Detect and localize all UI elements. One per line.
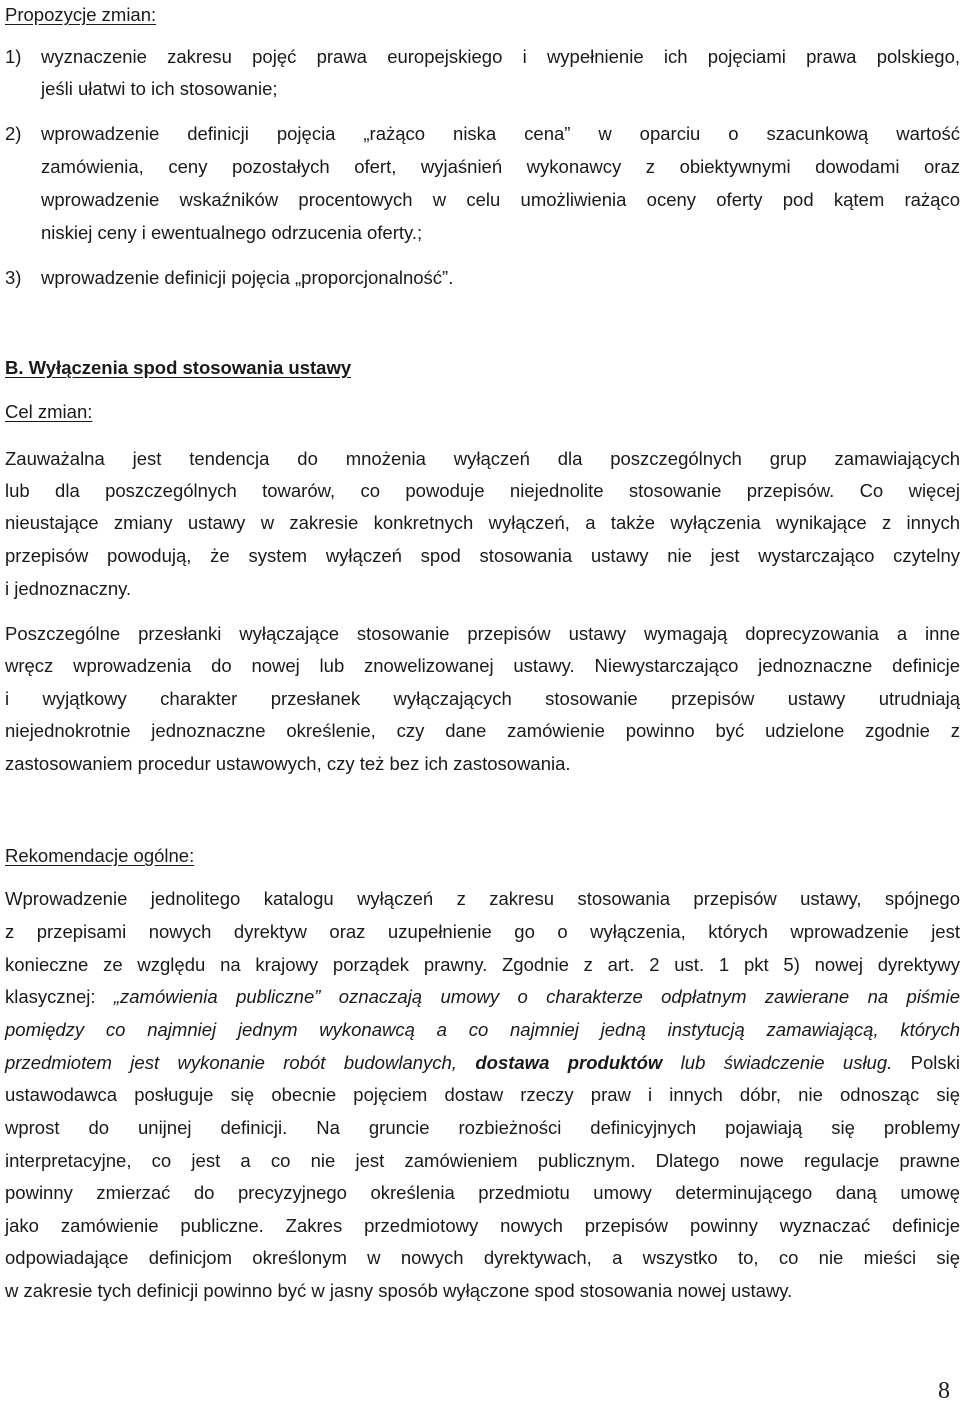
- directive-quote: przedmiotem jest wykonanie robót budowlanych,: [5, 1052, 476, 1073]
- proposal-line: wyznaczenie zakresu pojęć prawa europejskiego i wypełnienie ich pojęciami prawa polskiego,: [41, 46, 960, 67]
- recommendation-line: [5, 1051, 960, 1075]
- goal-paragraph-1-line: przepisów powodują, że system wyłączeń spod stosowania ustawy nie jest wystarczająco czytelny: [5, 545, 960, 566]
- goal-paragraph-1-line: i jednoznaczny.: [5, 578, 132, 599]
- directive-quote: „zamówienia publiczne” oznaczają umowy o charakterze odpłatnym zawierane na piśmie: [113, 986, 960, 1007]
- directive-quote-line: pomiędzy co najmniej jednym wykonawcą a co najmniej jedną instytucją zamawiającą, których: [5, 1019, 960, 1040]
- proposal-line: wprowadzenie definicji pojęcia „proporcjonalność”.: [41, 267, 454, 288]
- recommendation-line: [5, 985, 960, 1009]
- proposal-number: 2): [5, 123, 22, 144]
- directive-quote: lub świadczenie usług.: [662, 1052, 893, 1073]
- page-number: 8: [938, 1378, 950, 1404]
- goal-paragraph-1-line: lub dla poszczególnych towarów, co powoduje niejednolite stosowanie przepisów. Co więcej: [5, 480, 960, 501]
- recommendation-text: Polski: [892, 1052, 960, 1073]
- goal-paragraph-2-line: i wyjątkowy charakter przesłanek wyłączających stosowanie przepisów ustawy utrudniają: [5, 688, 960, 709]
- proposal-line: wprowadzenie wskaźników procentowych w celu umożliwienia oceny oferty pod kątem rażąco: [41, 189, 960, 210]
- heading-recommendations: Rekomendacje ogólne:: [5, 845, 195, 866]
- recommendation-line: Wprowadzenie jednolitego katalogu wyłączeń z zakresu stosowania przepisów ustawy, spójnego: [5, 888, 960, 909]
- recommendation-text: klasycznej:: [5, 986, 114, 1007]
- directive-quote-emphasis: dostawa produktów: [475, 1052, 663, 1073]
- recommendation-line: w zakresie tych definicji powinno być w jasny sposób wyłączone spod stosowania nowej ustawy.: [5, 1280, 793, 1301]
- recommendation-line: wprost do unijnej definicji. Na gruncie rozbieżności definicyjnych pojawiają się problemy: [5, 1117, 960, 1138]
- proposal-number: 1): [5, 46, 22, 67]
- goal-paragraph-2-line: niejednokrotnie jednoznaczne określenie, czy dane zamówienie powinno być udzielone zgodnie z: [5, 720, 960, 741]
- recommendation-line: interpretacyjne, co jest a co nie jest zamówieniem publicznym. Dlatego nowe regulacje prawne: [5, 1150, 960, 1171]
- section-title: B. Wyłączenia spod stosowania ustawy: [5, 357, 352, 378]
- goal-paragraph-1-line: nieustające zmiany ustawy w zakresie konkretnych wyłączeń, a także wyłączenia wynikające z innych: [5, 512, 960, 533]
- proposal-line: jeśli ułatwi to ich stosowanie;: [41, 78, 278, 99]
- heading-proposals: Propozycje zmian:: [5, 4, 157, 25]
- goal-paragraph-2-line: Poszczególne przesłanki wyłączające stosowanie przepisów ustawy wymagają doprecyzowania a inne: [5, 623, 960, 644]
- proposal-line: niskiej ceny i ewentualnego odrzucenia oferty.;: [41, 222, 423, 243]
- recommendation-line: odpowiadające definicjom określonym w nowych dyrektywach, a wszystko to, co nie mieści się: [5, 1247, 960, 1268]
- proposal-line: zamówienia, ceny pozostałych ofert, wyjaśnień wykonawcy z obiektywnymi dowodami oraz: [41, 156, 960, 177]
- goal-paragraph-1-line: Zauważalna jest tendencja do mnożenia wyłączeń dla poszczególnych grup zamawiających: [5, 448, 960, 469]
- proposal-line: wprowadzenie definicji pojęcia „rażąco niska cena” w oparciu o szacunkową wartość: [41, 123, 960, 144]
- recommendation-line: z przepisami nowych dyrektyw oraz uzupełnienie go o wyłączenia, których wprowadzenie jest: [5, 921, 960, 942]
- recommendation-line: konieczne ze względu na krajowy porządek prawny. Zgodnie z art. 2 ust. 1 pkt 5) nowej dyrektywy: [5, 954, 960, 975]
- recommendation-line: ustawodawca posługuje się obecnie pojęciem dostaw rzeczy praw i innych dóbr, nie odnosząc się: [5, 1084, 960, 1105]
- recommendation-line: powinny zmierzać do precyzyjnego określenia przedmiotu umowy determinującego daną umowę: [5, 1182, 960, 1203]
- proposal-number: 3): [5, 267, 22, 288]
- goal-paragraph-2-line: zastosowaniem procedur ustawowych, czy też bez ich zastosowania.: [5, 753, 571, 774]
- heading-goal: Cel zmian:: [5, 401, 93, 422]
- recommendation-line: jako zamówienie publiczne. Zakres przedmiotowy nowych przepisów powinny wyznaczać definicje: [5, 1215, 960, 1236]
- goal-paragraph-2-line: wręcz wprowadzenia do nowej lub znowelizowanej ustawy. Niewystarczająco jednoznaczne definicje: [5, 655, 960, 676]
